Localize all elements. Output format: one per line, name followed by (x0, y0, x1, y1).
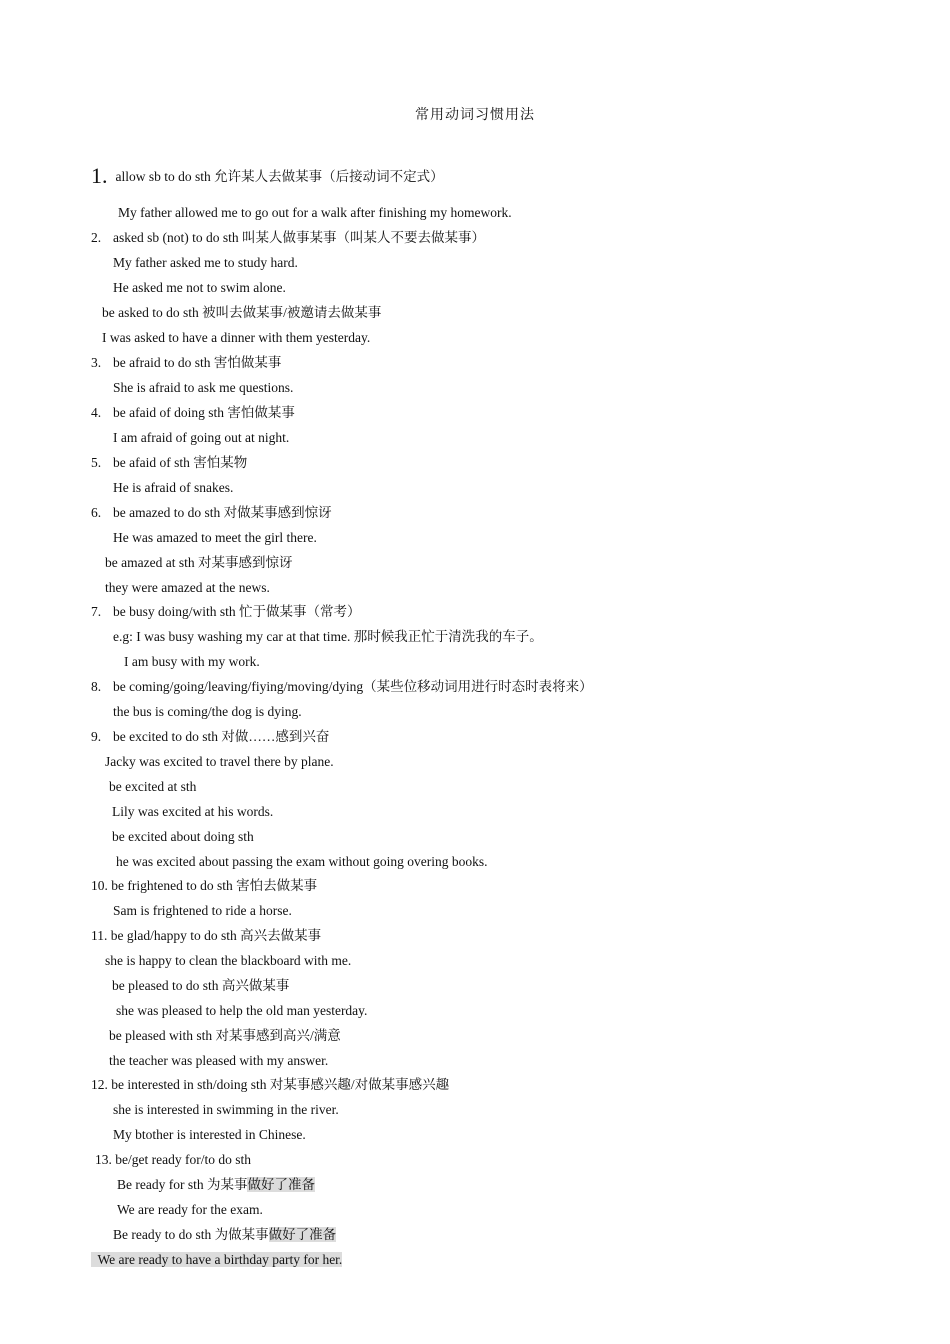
list-item-heading (91, 229, 485, 247)
example-sentence: She is afraid to ask me questions. (113, 380, 294, 395)
phrase-text: Be ready for sth 为某事 (117, 1177, 248, 1192)
list-item-heading (91, 877, 317, 895)
sub-phrase: be asked to do sth 被叫去做某事/被邀请去做某事 (102, 305, 382, 320)
item-number: 1. (91, 163, 108, 188)
list-item-heading (91, 163, 444, 188)
example-sentence: He was amazed to meet the girl there. (113, 530, 317, 545)
item-text: allow sb to do sth 允许某人去做某事（后接动词不定式） (115, 169, 444, 184)
example-sentence: the teacher was pleased with my answer. (109, 1053, 329, 1068)
item-number: 11. (91, 928, 108, 943)
example-sentence: she was pleased to help the old man yesterday. (116, 1003, 368, 1018)
item-text: be excited to do sth 对做……感到兴奋 (113, 729, 330, 744)
item-number: 9. (91, 729, 102, 744)
list-item-heading (91, 927, 321, 945)
example-sentence: My btother is interested in Chinese. (113, 1127, 306, 1142)
list-item-heading (91, 504, 332, 522)
sub-phrase: be excited at sth (109, 779, 197, 794)
example-sentence: My father asked me to study hard. (113, 255, 298, 270)
list-item-heading (91, 454, 247, 472)
list-item-heading (91, 1076, 449, 1094)
item-text: be coming/going/leaving/fiying/moving/dying（某些位移动词用进行时态时表将来） (113, 679, 593, 694)
item-number: 7. (91, 604, 102, 619)
example-sentence: He asked me not to swim alone. (113, 280, 286, 295)
example-sentence: the bus is coming/the dog is dying. (113, 704, 302, 719)
list-item-heading (91, 728, 329, 746)
item-text: be afaid of doing sth 害怕做某事 (113, 405, 295, 420)
example-sentence: Lily was excited at his words. (112, 804, 274, 819)
item-number: 2. (91, 230, 102, 245)
item-text: be busy doing/with sth 忙于做某事（常考） (113, 604, 361, 619)
item-number: 5. (91, 455, 102, 470)
item-text: be frightened to do sth 害怕去做某事 (111, 878, 318, 893)
highlighted-text: 做好了准备 (247, 1177, 315, 1192)
item-number: 6. (91, 505, 102, 520)
phrase-text: Be ready to do sth 为做某事 (113, 1227, 269, 1242)
item-number: 4. (91, 405, 102, 420)
sub-phrase: be amazed at sth 对某事感到惊讶 (105, 555, 293, 570)
example-sentence: Sam is frightened to ride a horse. (113, 903, 292, 918)
example-sentence: they were amazed at the news. (105, 580, 270, 595)
item-text: asked sb (not) to do sth 叫某人做事某事（叫某人不要去做某事） (113, 230, 485, 245)
item-text: be afaid of sth 害怕某物 (113, 455, 248, 470)
sub-phrase (113, 1226, 336, 1244)
highlighted-text: 做好了准备 (268, 1227, 337, 1242)
item-text: be afraid to do sth 害怕做某事 (113, 355, 282, 370)
example-sentence: e.g: I was busy washing my car at that time. 那时候我正忙于清洗我的车子。 (113, 629, 543, 644)
example-sentence: he was excited about passing the exam without going overing books. (116, 854, 488, 869)
item-text: be amazed to do sth 对做某事感到惊讶 (113, 505, 332, 520)
example-sentence: I was asked to have a dinner with them yesterday. (102, 330, 371, 345)
item-text: be interested in sth/doing sth 对某事感兴趣/对做某事感兴趣 (111, 1077, 450, 1092)
example-sentence: she is happy to clean the blackboard with me. (105, 953, 352, 968)
example-sentence: Jacky was excited to travel there by plane. (105, 754, 334, 769)
list-item-heading (91, 678, 593, 696)
example-sentence: He is afraid of snakes. (113, 480, 234, 495)
list-item-heading (91, 354, 281, 372)
item-number: 8. (91, 679, 102, 694)
item-number: 12. (91, 1077, 108, 1092)
example-sentence: I am busy with my work. (124, 654, 260, 669)
item-number: 3. (91, 355, 102, 370)
sub-phrase: be pleased with sth 对某事感到高兴/满意 (109, 1028, 341, 1043)
sub-phrase (117, 1176, 315, 1194)
example-sentence: she is interested in swimming in the river. (113, 1102, 339, 1117)
item-number: 10. (91, 878, 108, 893)
list-item-heading (91, 603, 361, 621)
example-sentence: We are ready for the exam. (117, 1202, 263, 1217)
sub-phrase: be excited about doing sth (112, 829, 254, 844)
example-sentence: I am afraid of going out at night. (113, 430, 290, 445)
item-text: be glad/happy to do sth 高兴去做某事 (110, 928, 322, 943)
page-title: 常用动词习惯用法 (415, 107, 535, 123)
sub-phrase: be pleased to do sth 高兴做某事 (112, 978, 290, 993)
example-sentence: My father allowed me to go out for a walk after finishing my homework. (118, 205, 512, 220)
example-sentence (91, 1251, 342, 1269)
highlighted-text: We are ready to have a birthday party for her. (91, 1252, 343, 1267)
list-item-heading (91, 404, 295, 422)
list-item-heading: 13. be/get ready for/to do sth (95, 1152, 251, 1167)
